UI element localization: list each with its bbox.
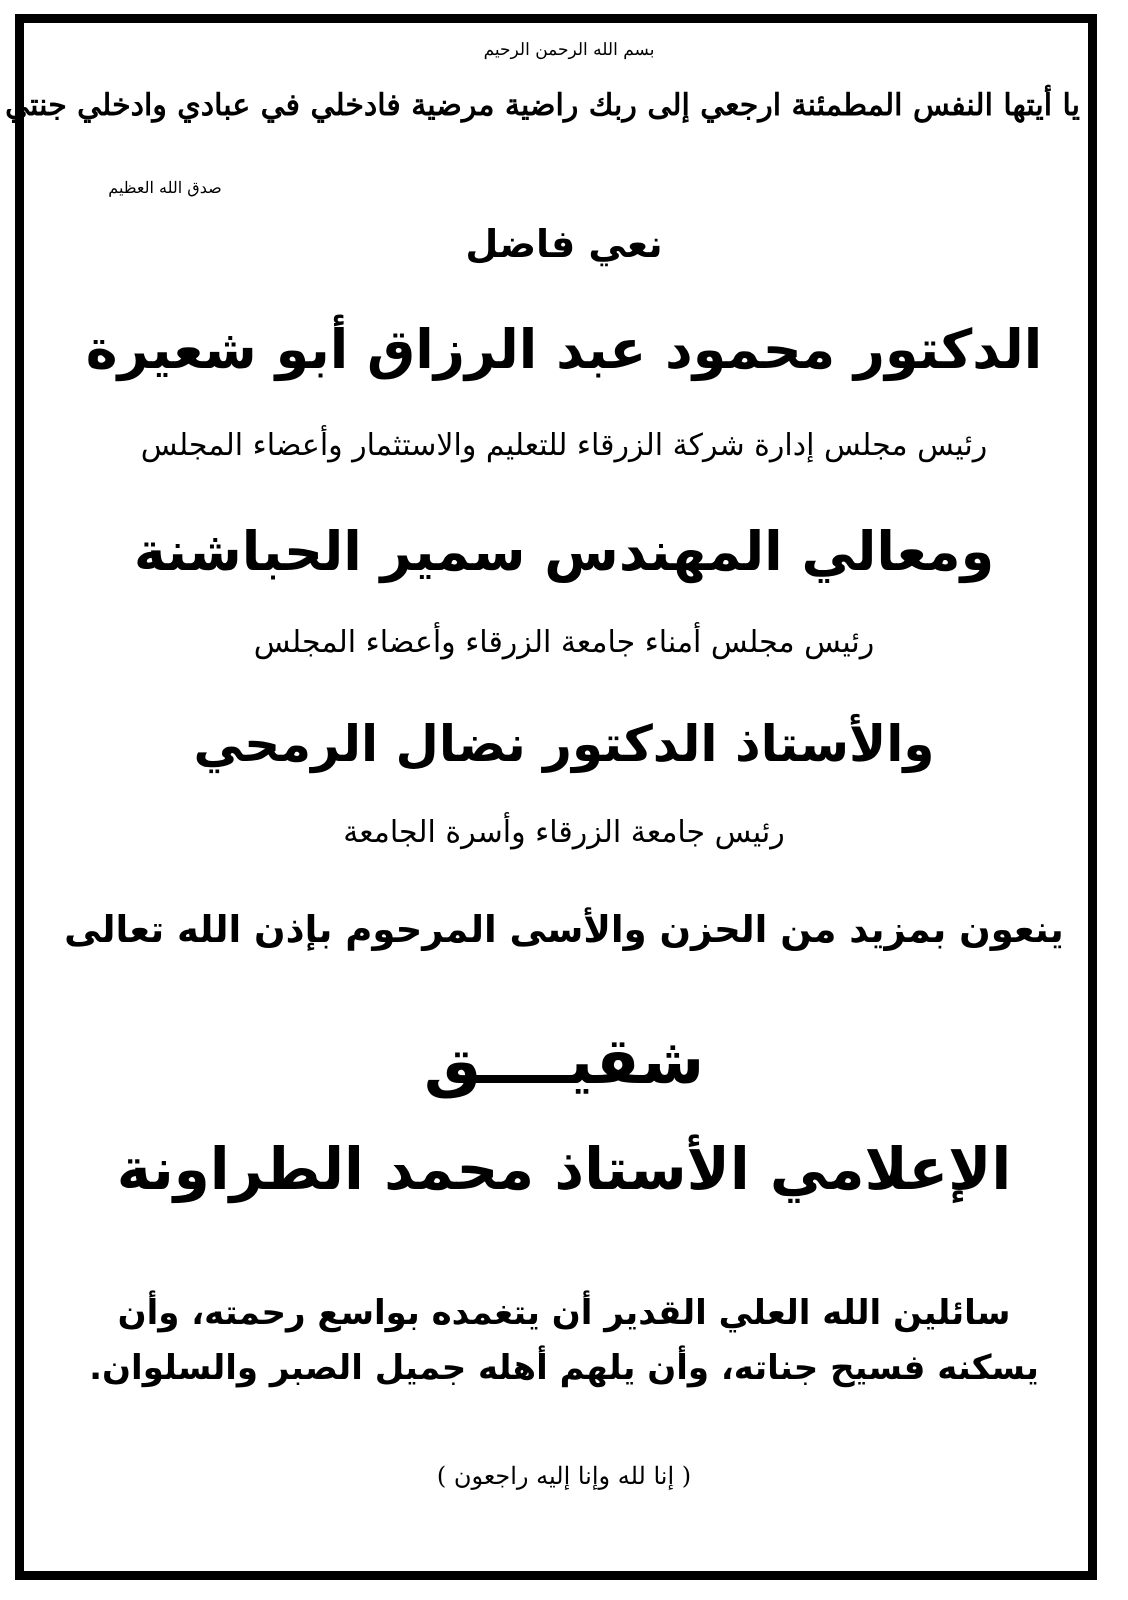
- mourner-role-2: رئيس مجلس أمناء جامعة الزرقاء وأعضاء المجلس: [253, 625, 875, 660]
- basmala: بسم الله الرحمن الرحيم: [483, 40, 655, 60]
- announcement-text: ينعون بمزيد من الحزن والأسى المرحوم بإذن الله تعالى: [64, 908, 1064, 951]
- sadaqa-text: صدق الله العظيم: [108, 178, 222, 197]
- mourner-name-3: والأستاذ الدكتور نضال الرمحي: [193, 715, 935, 773]
- prayer-text: سائلين الله العلي القدير أن يتغمده بواسع رحمته، وأن يسكنه فسيح جناته، وأن يلهم أهله جميل الصبر والسلوان.: [89, 1293, 1039, 1389]
- quran-verse: يا أيتها النفس المطمئنة ارجعي إلى ربك راضية مرضية فادخلي في عبادي وادخلي جنتي: [5, 88, 1080, 123]
- closing-verse: ( إنا لله وإنا إليه راجعون ): [436, 1462, 692, 1490]
- mourner-name-2: ومعالي المهندس سمير الحباشنة: [133, 520, 995, 583]
- deceased-relation: شقيــــق: [423, 1025, 705, 1099]
- mourner-role-1: رئيس مجلس إدارة شركة الزرقاء للتعليم والاستثمار وأعضاء المجلس: [140, 428, 988, 463]
- mourner-name-1: الدكتور محمود عبد الرزاق أبو شعيرة: [85, 318, 1043, 381]
- notice-heading: نعي فاضل: [465, 222, 663, 266]
- deceased-name: الإعلامي الأستاذ محمد الطراونة: [116, 1135, 1012, 1203]
- mourner-role-3: رئيس جامعة الزرقاء وأسرة الجامعة: [343, 815, 785, 850]
